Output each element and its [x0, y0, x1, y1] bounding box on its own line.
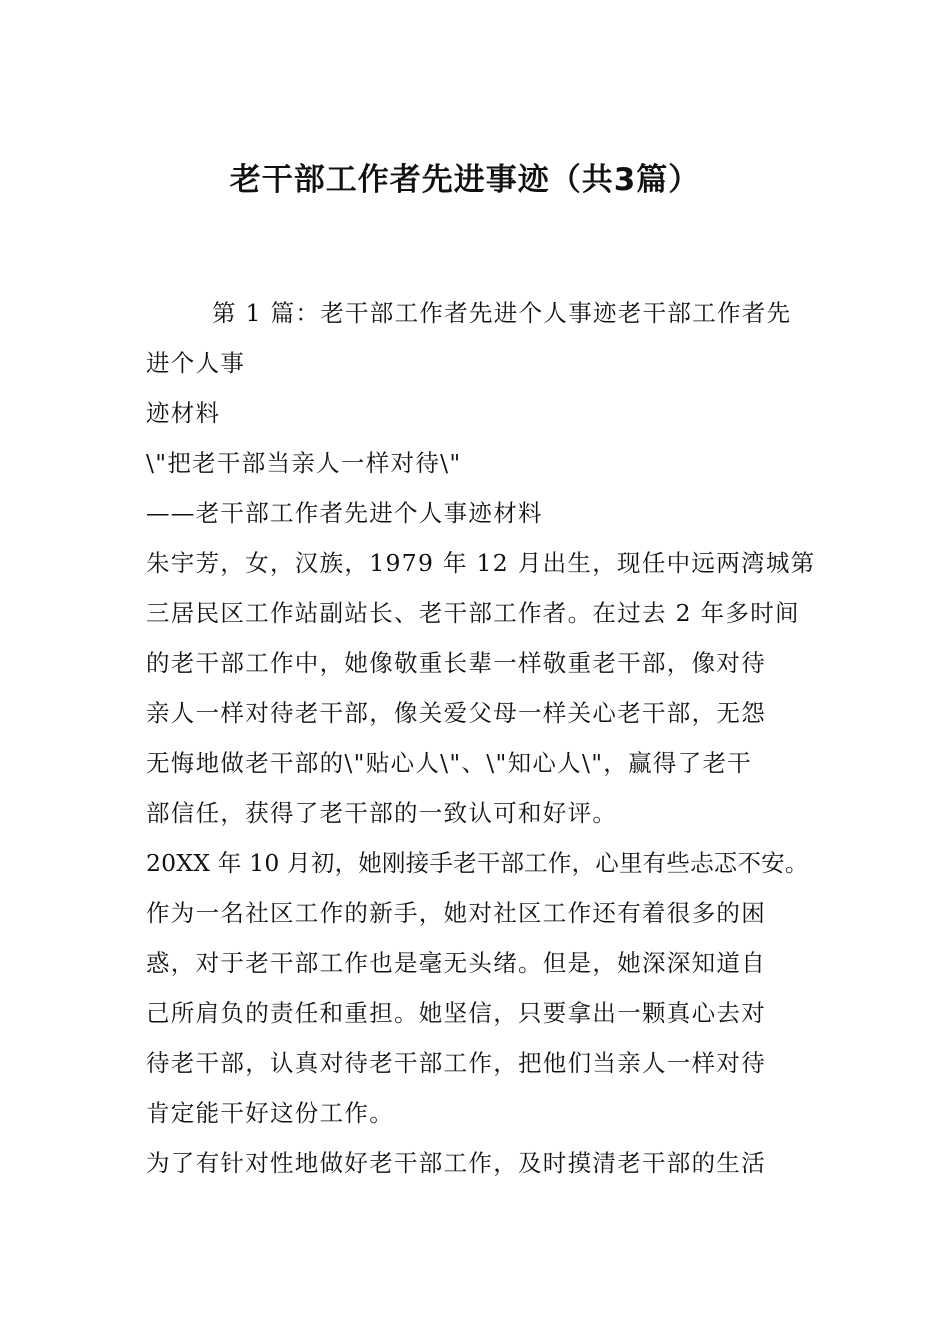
document-title: 老干部工作者先进事迹（共3篇）	[229, 162, 701, 198]
paragraph-line: ——老干部工作者先进个人事迹材料	[146, 499, 543, 527]
paragraph-line: 朱宇芳，女，汉族，1979 年 12 月出生，现任中远两湾城第	[146, 549, 816, 577]
paragraph-line: 作为一名社区工作的新手，她对社区工作还有着很多的困	[146, 899, 766, 927]
paragraph-line: 三居民区工作站副站长、老干部工作者。在过去 2 年多时间	[146, 599, 800, 627]
paragraph-line: 为了有针对性地做好老干部工作，及时摸清老干部的生活	[146, 1149, 766, 1177]
paragraph-line: 的老干部工作中，她像敬重长辈一样敬重老干部，像对待	[146, 649, 766, 677]
paragraph-line: \"把老干部当亲人一样对待\"	[146, 449, 462, 477]
paragraph-line: 己所肩负的责任和重担。她坚信，只要拿出一颗真心去对	[146, 999, 766, 1027]
paragraph-line: 待老干部，认真对待老干部工作，把他们当亲人一样对待	[146, 1049, 766, 1077]
paragraph-line: 肯定能干好这份工作。	[146, 1099, 394, 1127]
paragraph-line: 无悔地做老干部的\"贴心人\"、\"知心人\"，赢得了老干	[146, 749, 753, 777]
paragraph-line: 迹材料	[146, 399, 221, 427]
paragraph-line: 第 1 篇：老干部工作者先进个人事迹老干部工作者先	[212, 299, 792, 327]
paragraph-line: 惑，对于老干部工作也是毫无头绪。但是，她深深知道自	[146, 949, 766, 977]
paragraph-line: 20XX 年 10 月初，她刚接手老干部工作，心里有些忐忑不安。	[146, 849, 809, 877]
paragraph-line: 部信任，获得了老干部的一致认可和好评。	[146, 799, 618, 827]
document-body	[146, 288, 846, 1188]
paragraph-line: 亲人一样对待老干部，像关爱父母一样关心老干部，无怨	[146, 699, 766, 727]
paragraph-line: 进个人事	[146, 349, 246, 377]
